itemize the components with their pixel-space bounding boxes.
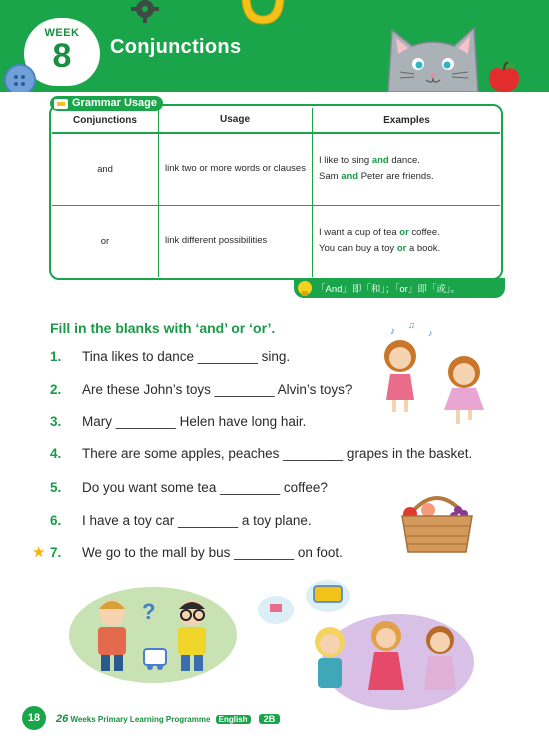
cat-icon [378,10,488,92]
gear-icon [130,0,160,24]
conjunction-cell: or [52,205,159,277]
button-icon [4,64,36,92]
footer [0,704,549,742]
table-row [52,205,500,277]
exercise-title: Fill in the blanks with ‘and’ or ‘or’. [50,320,276,336]
book-icon [54,99,68,109]
example-line: Sam and Peter are friends. [319,171,434,183]
usage-cell: link different possibilities [159,205,313,277]
col-header-usage: Usage [159,108,313,133]
week-label: WEEK [44,27,80,39]
svg-text:?: ? [142,599,156,624]
question-item: 1. Tina likes to dance ________ sing. [50,349,291,364]
question-item: 3. Mary ________ Helen have long hair. [50,414,307,429]
svg-text:♪: ♪ [390,326,395,337]
examples-cell [313,133,501,205]
question-item: 6. I have a toy car ________ a toy plane. [50,513,312,528]
grammar-table [52,108,500,277]
star-icon: ★ [32,544,46,561]
question-item: 2. Are these John’s toys ________ Alvin’s toys? [50,382,353,397]
question-item: 4. There are some apples, peaches ________ grapes in the basket. [50,446,473,461]
svg-text:♫: ♫ [408,320,415,330]
brand-text: Weeks Primary Learning Programme [70,715,211,724]
usage-cell: link two or more words or clauses [159,133,313,205]
example-line: I like to sing and dance. [319,155,420,167]
page-title: Conjunctions [110,36,242,58]
conjunction-cell: and [52,133,159,205]
example-line: You can buy a toy or a book. [319,243,441,255]
apple-icon [486,62,522,92]
lightbulb-icon [298,281,312,295]
grammar-usage-label: Grammar Usage [72,97,157,109]
boys-with-toys-illustration [68,575,238,685]
dancing-girls-illustration [368,322,498,432]
table-row [52,133,500,205]
table-header-row [52,108,500,133]
svg-text:♪: ♪ [428,328,433,338]
page-number: 18 [22,706,46,730]
chinese-note: 「And」即「和」；「or」即「或」。 [316,284,461,295]
example-line: I want a cup of tea or coffee. [319,227,440,239]
footer-brand [56,713,280,725]
week-number: 8 [52,37,72,75]
volume-badge: 2B [259,714,281,724]
question-item: 7. We go to the mall by bus ________ on foot. [50,545,343,560]
girls-illustration [256,578,476,708]
header-band [0,0,549,92]
subject-badge: English [216,715,251,724]
chinese-note-bar [294,278,505,298]
question-item: 5. Do you want some tea ________ coffee? [50,480,328,495]
col-header-examples: Examples [313,108,501,133]
fruit-basket-illustration [398,494,476,556]
col-header-conjunctions: Conjunctions [52,108,159,133]
examples-cell [313,205,501,277]
yellow-arch-icon [238,0,288,32]
brand-number: 26 [56,713,69,725]
